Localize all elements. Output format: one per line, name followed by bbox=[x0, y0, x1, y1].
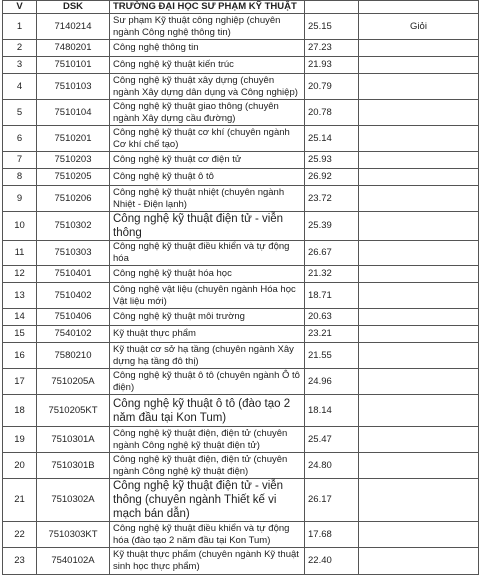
table-row bbox=[3, 427, 479, 453]
row-major-name: Công nghệ kỹ thuật ô tô (chuyên ngành Ô tô điện) bbox=[110, 369, 305, 395]
table-row bbox=[3, 326, 479, 343]
row-code: 7510401 bbox=[37, 266, 110, 283]
row-score: 25.93 bbox=[305, 152, 359, 169]
row-score: 20.78 bbox=[305, 100, 359, 126]
row-code: 7510203 bbox=[37, 152, 110, 169]
row-code: 7510302 bbox=[37, 212, 110, 241]
row-note bbox=[359, 40, 479, 57]
row-stt: 3 bbox=[3, 57, 37, 74]
row-score: 18.71 bbox=[305, 283, 359, 309]
row-note bbox=[359, 152, 479, 169]
row-note bbox=[359, 186, 479, 212]
table-row bbox=[3, 266, 479, 283]
row-code: 7580210 bbox=[37, 343, 110, 369]
row-code: 7510406 bbox=[37, 309, 110, 326]
row-code: 7510205 bbox=[37, 169, 110, 186]
table-row bbox=[3, 186, 479, 212]
row-note bbox=[359, 343, 479, 369]
row-major-name: Công nghệ kỹ thuật nhiệt (chuyên ngành Nhiệt - Điện lạnh) bbox=[110, 186, 305, 212]
row-note bbox=[359, 522, 479, 548]
row-stt: 12 bbox=[3, 266, 37, 283]
header-stt: V bbox=[3, 1, 37, 14]
row-major-name: Công nghệ kỹ thuật cơ điện tử bbox=[110, 152, 305, 169]
table-row bbox=[3, 522, 479, 548]
row-major-name: Công nghệ kỹ thuật giao thông (chuyên ngành Xây dựng cầu đường) bbox=[110, 100, 305, 126]
row-code: 7510303 bbox=[37, 241, 110, 266]
table-row bbox=[3, 100, 479, 126]
table-row bbox=[3, 283, 479, 309]
row-major-name: Công nghệ kỹ thuật điện tử - viễn thông bbox=[110, 212, 305, 241]
row-score: 26.67 bbox=[305, 241, 359, 266]
row-score: 21.93 bbox=[305, 57, 359, 74]
table-row bbox=[3, 453, 479, 479]
row-stt: 18 bbox=[3, 395, 37, 427]
table-row bbox=[3, 57, 479, 74]
row-code: 7540102 bbox=[37, 326, 110, 343]
row-stt: 11 bbox=[3, 241, 37, 266]
table-row bbox=[3, 309, 479, 326]
row-note bbox=[359, 241, 479, 266]
row-note bbox=[359, 309, 479, 326]
table-row bbox=[3, 14, 479, 40]
row-stt: 8 bbox=[3, 169, 37, 186]
row-score: 24.80 bbox=[305, 453, 359, 479]
row-score: 26.92 bbox=[305, 169, 359, 186]
row-major-name: Công nghệ kỹ thuật xây dựng (chuyên ngành Xây dựng dân dụng và Công nghiệp) bbox=[110, 74, 305, 100]
row-note: Giỏi bbox=[359, 14, 479, 40]
header-note bbox=[359, 1, 479, 14]
admission-score-table bbox=[2, 0, 479, 575]
row-score: 23.21 bbox=[305, 326, 359, 343]
row-score: 18.14 bbox=[305, 395, 359, 427]
row-note bbox=[359, 100, 479, 126]
table-row bbox=[3, 126, 479, 152]
row-stt: 16 bbox=[3, 343, 37, 369]
row-code: 7510302A bbox=[37, 479, 110, 522]
row-note bbox=[359, 212, 479, 241]
header-score bbox=[305, 1, 359, 14]
row-major-name: Kỹ thuật thực phẩm (chuyên ngành Kỹ thuật sinh học thực phẩm) bbox=[110, 548, 305, 575]
row-major-name: Công nghệ kỹ thuật điện tử - viễn thông (chuyên ngành Thiết kế vi mạch bán dẫn) bbox=[110, 479, 305, 522]
row-stt: 20 bbox=[3, 453, 37, 479]
header-code: DSK bbox=[37, 1, 110, 14]
row-stt: 15 bbox=[3, 326, 37, 343]
row-code: 7480201 bbox=[37, 40, 110, 57]
row-stt: 4 bbox=[3, 74, 37, 100]
table-row bbox=[3, 40, 479, 57]
row-major-name: Công nghệ thông tin bbox=[110, 40, 305, 57]
row-stt: 10 bbox=[3, 212, 37, 241]
row-code: 7510201 bbox=[37, 126, 110, 152]
row-code: 7510402 bbox=[37, 283, 110, 309]
row-stt: 9 bbox=[3, 186, 37, 212]
row-score: 21.32 bbox=[305, 266, 359, 283]
row-code: 7510303KT bbox=[37, 522, 110, 548]
row-note bbox=[359, 326, 479, 343]
row-score: 21.55 bbox=[305, 343, 359, 369]
row-major-name: Công nghệ kỹ thuật ô tô bbox=[110, 169, 305, 186]
row-score: 25.14 bbox=[305, 126, 359, 152]
row-code: 7140214 bbox=[37, 14, 110, 40]
row-stt: 6 bbox=[3, 126, 37, 152]
row-code: 7510205A bbox=[37, 369, 110, 395]
row-note bbox=[359, 548, 479, 575]
row-note bbox=[359, 74, 479, 100]
table-row bbox=[3, 395, 479, 427]
table-row bbox=[3, 212, 479, 241]
row-major-name: Công nghệ kỹ thuật môi trường bbox=[110, 309, 305, 326]
table-row bbox=[3, 343, 479, 369]
row-stt: 21 bbox=[3, 479, 37, 522]
row-code: 7510101 bbox=[37, 57, 110, 74]
row-major-name: Công nghệ kỹ thuật cơ khí (chuyên ngành Cơ khí chế tạo) bbox=[110, 126, 305, 152]
row-stt: 13 bbox=[3, 283, 37, 309]
row-major-name: Sư phạm Kỹ thuật công nghiệp (chuyên ngành Công nghệ thông tin) bbox=[110, 14, 305, 40]
row-major-name: Công nghệ kỹ thuật điện, điện tử (chuyên ngành Công nghệ kỹ thuật điện) bbox=[110, 453, 305, 479]
row-note bbox=[359, 453, 479, 479]
row-score: 27.23 bbox=[305, 40, 359, 57]
row-major-name: Công nghệ kỹ thuật ô tô (đào tạo 2 năm đầu tại Kon Tum) bbox=[110, 395, 305, 427]
row-note bbox=[359, 169, 479, 186]
row-code: 7510301B bbox=[37, 453, 110, 479]
row-major-name: Công nghệ kỹ thuật điều khiển và tự động hóa (đào tạo 2 năm đầu tại Kon Tum) bbox=[110, 522, 305, 548]
row-note bbox=[359, 283, 479, 309]
header-major-name: TRƯỜNG ĐẠI HỌC SƯ PHẠM KỸ THUẬT bbox=[110, 1, 305, 14]
row-score: 25.39 bbox=[305, 212, 359, 241]
table-body bbox=[3, 14, 479, 575]
table-row bbox=[3, 241, 479, 266]
row-score: 24.96 bbox=[305, 369, 359, 395]
row-code: 7510103 bbox=[37, 74, 110, 100]
row-score: 26.17 bbox=[305, 479, 359, 522]
row-stt: 1 bbox=[3, 14, 37, 40]
row-stt: 17 bbox=[3, 369, 37, 395]
row-major-name: Công nghệ kỹ thuật điều khiển và tự động hóa bbox=[110, 241, 305, 266]
row-score: 17.68 bbox=[305, 522, 359, 548]
row-score: 20.63 bbox=[305, 309, 359, 326]
row-code: 7510104 bbox=[37, 100, 110, 126]
table-row bbox=[3, 169, 479, 186]
row-code: 7510301A bbox=[37, 427, 110, 453]
row-stt: 22 bbox=[3, 522, 37, 548]
row-score: 23.72 bbox=[305, 186, 359, 212]
row-stt: 5 bbox=[3, 100, 37, 126]
row-note bbox=[359, 427, 479, 453]
row-major-name: Công nghệ vật liệu (chuyên ngành Hóa học Vật liệu mới) bbox=[110, 283, 305, 309]
row-stt: 7 bbox=[3, 152, 37, 169]
row-score: 22.40 bbox=[305, 548, 359, 575]
row-code: 7510206 bbox=[37, 186, 110, 212]
row-note bbox=[359, 126, 479, 152]
row-stt: 14 bbox=[3, 309, 37, 326]
row-note bbox=[359, 479, 479, 522]
row-code: 7540102A bbox=[37, 548, 110, 575]
row-stt: 2 bbox=[3, 40, 37, 57]
row-major-name: Kỹ thuật thực phẩm bbox=[110, 326, 305, 343]
table-row bbox=[3, 74, 479, 100]
row-major-name: Công nghệ kỹ thuật hóa học bbox=[110, 266, 305, 283]
table-row bbox=[3, 479, 479, 522]
row-code: 7510205KT bbox=[37, 395, 110, 427]
row-score: 25.15 bbox=[305, 14, 359, 40]
table-header-row bbox=[3, 1, 479, 14]
row-major-name: Kỹ thuật cơ sở hạ tầng (chuyên ngành Xây dựng hạ tầng đô thị) bbox=[110, 343, 305, 369]
table-row bbox=[3, 548, 479, 575]
table-row bbox=[3, 152, 479, 169]
row-stt: 19 bbox=[3, 427, 37, 453]
row-score: 20.79 bbox=[305, 74, 359, 100]
row-major-name: Công nghệ kỹ thuật điện, điện tử (chuyên ngành Công nghệ kỹ thuật điện tử) bbox=[110, 427, 305, 453]
table-row bbox=[3, 369, 479, 395]
row-stt: 23 bbox=[3, 548, 37, 575]
row-note bbox=[359, 395, 479, 427]
row-note bbox=[359, 266, 479, 283]
row-note bbox=[359, 57, 479, 74]
row-score: 25.47 bbox=[305, 427, 359, 453]
row-note bbox=[359, 369, 479, 395]
row-major-name: Công nghệ kỹ thuật kiến trúc bbox=[110, 57, 305, 74]
